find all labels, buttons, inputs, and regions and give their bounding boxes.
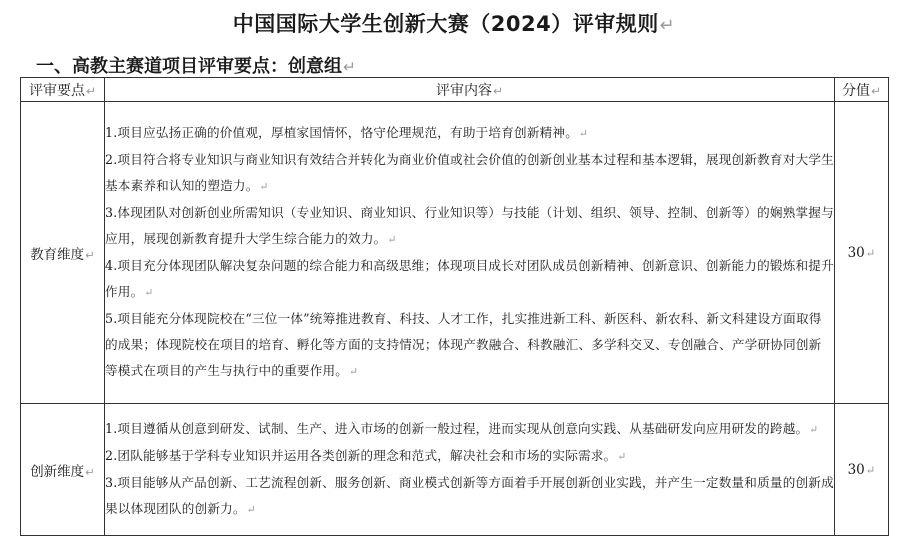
criteria-item: 4.项目充分体现团队解决复杂问题的综合能力和高级思维；体现项目成长对团队成员创新精神、创新意识、创新能力的锻炼和提升作用。↵: [105, 258, 834, 299]
paragraph-mark-icon: ↵: [865, 245, 876, 260]
evaluation-table: [20, 77, 889, 536]
paragraph-mark-icon: ↵: [259, 180, 269, 193]
score-cell: 30↵: [835, 102, 889, 404]
criteria-item: 1.项目应弘扬正确的价值观，厚植家国情怀，恪守伦理规范，有助于培育创新精神。↵: [105, 125, 589, 140]
criteria-item: 2.项目符合将专业知识与商业知识有效结合并转化为商业价值或社会价值的创新创业基本过程和基本逻辑，展现创新教育对大学生基本素养和认知的塑造力。↵: [105, 152, 834, 193]
header-score: 分值↵: [835, 78, 889, 102]
paragraph-mark-icon: ↵: [343, 58, 356, 76]
paragraph-mark-icon: ↵: [85, 464, 95, 479]
criteria-item: 1.项目遵循从创意到研发、试制、生产、进入市场的创新一般过程，进而实现从创意向实践、从基础研发向应用研发的跨越。↵: [105, 421, 819, 436]
criteria-item: 2.团队能够基于学科专业知识并运用各类创新的理念和范式，解决社会和市场的实际需求。↵: [105, 448, 627, 463]
table-header-row: [21, 78, 889, 102]
header-dimension: 评审要点↵: [21, 78, 105, 102]
dimension-cell: 创新维度↵: [21, 404, 105, 536]
paragraph-mark-icon: ↵: [387, 233, 397, 246]
paragraph-mark-icon: ↵: [617, 450, 627, 463]
paragraph-mark-icon: ↵: [86, 83, 96, 98]
section-heading: 一、高教主赛道项目评审要点：创意组↵: [36, 56, 356, 77]
table-row: [21, 102, 889, 404]
paragraph-mark-icon: ↵: [349, 365, 359, 378]
paragraph-mark-icon: ↵: [579, 127, 589, 140]
document-title: 中国国际大学生创新大赛（2024）评审规则↵: [232, 12, 676, 36]
criteria-item: 5.项目能充分体现院校在“三位一体”统筹推进教育、科技、人才工作，扎实推进新工科、新医科、新农科、新文科建设方面取得的成果；体现院校在项目的培育、孵化等方面的支持情况；体现产教融合、科教融汇、多学科交叉、专创融合、产学研协同创新等模式在项目的产生与执行中的重要作用。↵: [105, 311, 822, 378]
table-row: [21, 404, 889, 536]
paragraph-mark-icon: ↵: [659, 15, 676, 36]
paragraph-mark-icon: ↵: [493, 83, 503, 98]
paragraph-mark-icon: ↵: [144, 286, 154, 299]
criteria-item: 3.体现团队对创新创业所需知识（专业知识、商业知识、行业知识等）与技能（计划、组织、领导、控制、创新等）的娴熟掌握与应用，展现创新教育提升大学生综合能力的效力。↵: [105, 205, 834, 246]
header-content: 评审内容↵: [105, 78, 835, 102]
paragraph-mark-icon: ↵: [809, 423, 819, 436]
content-cell: [105, 102, 835, 404]
paragraph-mark-icon: ↵: [85, 247, 95, 262]
score-cell: 30↵: [835, 404, 889, 536]
paragraph-mark-icon: ↵: [871, 83, 881, 98]
dimension-cell: 教育维度↵: [21, 102, 105, 404]
criteria-item: 3.项目能够从产品创新、工艺流程创新、服务创新、商业模式创新等方面着手开展创新创业实践，并产生一定数量和质量的创新成果以体现团队的创新力。↵: [105, 475, 834, 516]
paragraph-mark-icon: ↵: [865, 462, 876, 477]
content-cell: [105, 404, 835, 536]
paragraph-mark-icon: ↵: [246, 503, 256, 516]
